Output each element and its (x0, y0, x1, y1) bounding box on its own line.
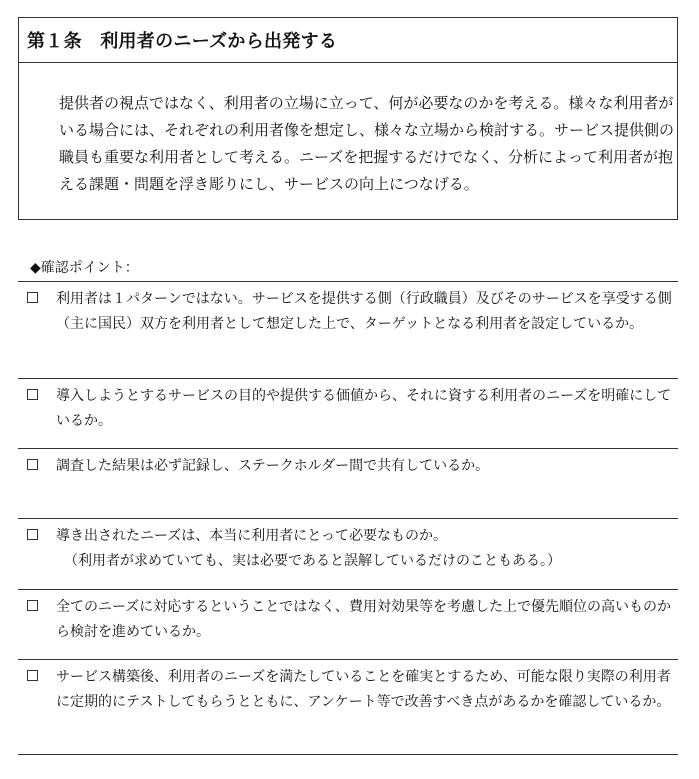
article-title-box (18, 17, 678, 63)
checklist-item (18, 518, 678, 589)
checklist-item-text: 調査した結果は必ず記録し、ステークホルダー間で共有しているか。 (56, 458, 490, 474)
checklist (18, 281, 678, 755)
checkbox-icon[interactable] (27, 292, 38, 303)
checkbox-icon[interactable] (27, 389, 38, 400)
checklist-item (18, 281, 678, 378)
checklist-item-text (56, 524, 672, 574)
checkpoints-label: ◆確認ポイント： (30, 260, 139, 276)
checklist-item-text: 全てのニーズに対応するということではなく、費用対効果等を考慮した上で優先順位の高いものから検討を進めているか。 (56, 599, 672, 640)
article-body-text: 提供者の視点ではなく、利用者の立場に立って、何が必要なのかを考える。様々な利用者がいる場合には、それぞれの利用者像を想定し、様々な立場から検討する。サービス提供側の職員も重要な利用者として考える。ニーズを把握するだけでなく、分析によって利用者が抱える課題・問題を浮き彫りにし、サービスの向上につなげる。 (59, 94, 675, 193)
checklist-item (18, 589, 678, 659)
checkbox-icon[interactable] (27, 529, 38, 540)
checklist-item (18, 378, 678, 448)
checklist-item-text: 導入しようとするサービスの目的や提供する価値から、それに資する利用者のニーズを明確にしているか。 (56, 388, 672, 429)
checklist-item-text: サービス構築後、利用者のニーズを満たしていることを確実とするため、可能な限り実際の利用者に定期的にテストしてもらうとともに、アンケート等で改善すべき点があるかを確認しているか。 (56, 669, 671, 710)
checkbox-icon[interactable] (27, 670, 38, 681)
checklist-item (18, 659, 678, 755)
checklist-item-text: 利用者は１パターンではない。サービスを提供する側（行政職員）及びそのサービスを享受する側（主に国民）双方を利用者として想定した上で、ターゲットとなる利用者を設定しているか。 (56, 291, 672, 332)
checklist-item-main: 導き出されたニーズは、本当に利用者にとって必要なものか。 (56, 528, 448, 544)
checkbox-icon[interactable] (27, 459, 38, 470)
article-body-box (18, 63, 678, 220)
article-title: 第１条 利用者のニーズから出発する (27, 31, 338, 52)
checklist-item-note: （利用者が求めていても、実は必要であると誤解しているだけのこともある。） (64, 553, 561, 569)
checkbox-icon[interactable] (27, 600, 38, 611)
checklist-item (18, 448, 678, 518)
